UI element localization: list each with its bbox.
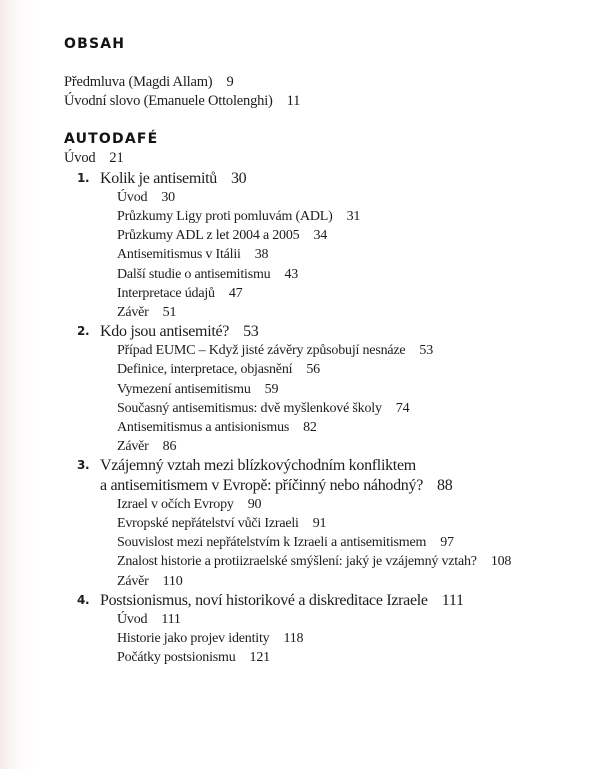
entry-page: 34 bbox=[313, 228, 328, 244]
entry-page: 111 bbox=[161, 611, 181, 627]
entry-label: Znalost historie a protiizraelské smýšlení: jaký je vzájemný vztah? bbox=[117, 554, 477, 570]
toc-chapter bbox=[64, 591, 600, 610]
chapter-title: Kdo jsou antisemité? bbox=[100, 323, 230, 341]
toc-section bbox=[64, 341, 600, 360]
entry-page: 86 bbox=[162, 439, 177, 455]
entry-page: 74 bbox=[395, 400, 410, 416]
entry-page: 56 bbox=[306, 362, 320, 378]
chapter-number: 3. bbox=[77, 458, 90, 473]
entry-label: Úvod bbox=[117, 611, 148, 627]
entry-label: Předmluva (Magdi Allam) bbox=[64, 74, 213, 90]
chapter-page: 53 bbox=[243, 323, 259, 341]
toc-chapter bbox=[64, 322, 600, 341]
chapters bbox=[64, 169, 600, 668]
toc-chapter bbox=[64, 169, 600, 188]
entry-page: 9 bbox=[226, 74, 234, 90]
chapter-number: 4. bbox=[77, 592, 90, 607]
entry-page: 47 bbox=[228, 285, 243, 301]
toc-chapter-title-continued bbox=[64, 476, 600, 495]
toc-section bbox=[64, 245, 600, 264]
toc-section bbox=[64, 207, 600, 226]
chapter-number: 1. bbox=[77, 170, 90, 185]
entry-label: Antisemitismus a antisionismus bbox=[117, 420, 290, 435]
toc-section bbox=[64, 418, 600, 437]
entry-label: Úvod bbox=[117, 189, 148, 205]
toc-section bbox=[64, 610, 600, 629]
entry-label: Vymezení antisemitismu bbox=[117, 381, 251, 397]
entry-page: 118 bbox=[283, 631, 304, 647]
chapter-title: Kolik je antisemitů bbox=[100, 169, 217, 187]
table-of-contents bbox=[64, 35, 600, 667]
entry-label: Závěr bbox=[117, 304, 149, 320]
toc-entry-intro bbox=[64, 149, 600, 168]
entry-page: 90 bbox=[247, 496, 262, 512]
toc-section bbox=[64, 514, 600, 533]
part-title: AUTODAFÉ bbox=[64, 131, 159, 148]
entry-label: Evropské nepřátelství vůči Izraeli bbox=[117, 515, 299, 531]
toc-section bbox=[64, 360, 600, 379]
chapter-number: 2. bbox=[77, 324, 90, 339]
entry-label: Závěr bbox=[117, 439, 149, 455]
entry-label: Počátky postsionismu bbox=[117, 650, 236, 666]
entry-label: Další studie o antisemitismu bbox=[117, 266, 271, 282]
entry-label: Izrael v očích Evropy bbox=[117, 496, 234, 512]
entry-page: 97 bbox=[440, 535, 454, 551]
entry-page: 91 bbox=[312, 515, 327, 531]
toc-section bbox=[64, 629, 600, 648]
entry-label: Interpretace údajů bbox=[117, 285, 215, 301]
toc-entry-front-matter bbox=[64, 92, 600, 111]
entry-page: 82 bbox=[303, 420, 317, 435]
toc-section bbox=[64, 380, 600, 399]
entry-label: Historie jako projev identity bbox=[117, 631, 270, 647]
chapter-title: Vzájemný vztah mezi blízkovýchodním konfliktem bbox=[100, 457, 416, 475]
entry-page: 110 bbox=[162, 573, 183, 589]
toc-chapter bbox=[64, 456, 600, 475]
entry-page: 59 bbox=[264, 381, 279, 397]
entry-page: 121 bbox=[249, 650, 270, 666]
chapter-title-continued: a antisemitismem v Evropě: příčinný nebo náhodný? bbox=[100, 476, 423, 494]
entry-label: Antisemitismus v Itálii bbox=[117, 247, 241, 263]
entry-label: Průzkumy Ligy proti pomluvám (ADL) bbox=[117, 208, 333, 224]
entry-page: 51 bbox=[162, 304, 177, 320]
entry-page: 38 bbox=[254, 247, 269, 263]
chapter-page: 30 bbox=[230, 169, 247, 187]
toc-section bbox=[64, 533, 600, 552]
chapter-page: 111 bbox=[441, 591, 464, 609]
toc-section bbox=[64, 552, 600, 571]
chapter-title: Postsionismus, noví historikové a diskreditace Izraele bbox=[100, 591, 428, 609]
entry-label: Současný antisemitismus: dvě myšlenkové školy bbox=[117, 400, 382, 416]
entry-page: 108 bbox=[490, 554, 512, 570]
toc-section bbox=[64, 303, 600, 322]
entry-page: 53 bbox=[419, 343, 434, 359]
entry-page: 31 bbox=[346, 208, 361, 224]
entry-label: Úvod bbox=[64, 150, 96, 167]
entry-page: 21 bbox=[109, 150, 124, 167]
chapter-page: 88 bbox=[437, 476, 453, 494]
toc-section bbox=[64, 226, 600, 245]
toc-section bbox=[64, 399, 600, 418]
entry-label: Průzkumy ADL z let 2004 a 2005 bbox=[117, 228, 300, 244]
entry-page: 30 bbox=[161, 189, 175, 205]
entry-page: 43 bbox=[284, 266, 299, 282]
toc-section bbox=[64, 265, 600, 284]
front-matter bbox=[64, 73, 600, 111]
toc-section bbox=[64, 188, 600, 207]
entry-page: 11 bbox=[286, 93, 301, 110]
entry-label: Úvodní slovo (Emanuele Ottolenghi) bbox=[64, 93, 273, 110]
entry-label: Závěr bbox=[117, 573, 149, 589]
toc-entry-front-matter bbox=[64, 73, 600, 92]
toc-section bbox=[64, 437, 600, 456]
toc-section bbox=[64, 572, 600, 591]
entry-label: Definice, interpretace, objasnění bbox=[117, 362, 293, 378]
toc-section bbox=[64, 284, 600, 303]
entry-label: Souvislost mezi nepřátelstvím k Izraeli a antisemitismem bbox=[117, 535, 427, 551]
toc-section bbox=[64, 648, 600, 667]
entry-label: Případ EUMC – Když jisté závěry způsobují nesnáze bbox=[117, 343, 406, 359]
toc-title: OBSAH bbox=[64, 36, 126, 52]
toc-section bbox=[64, 495, 600, 514]
